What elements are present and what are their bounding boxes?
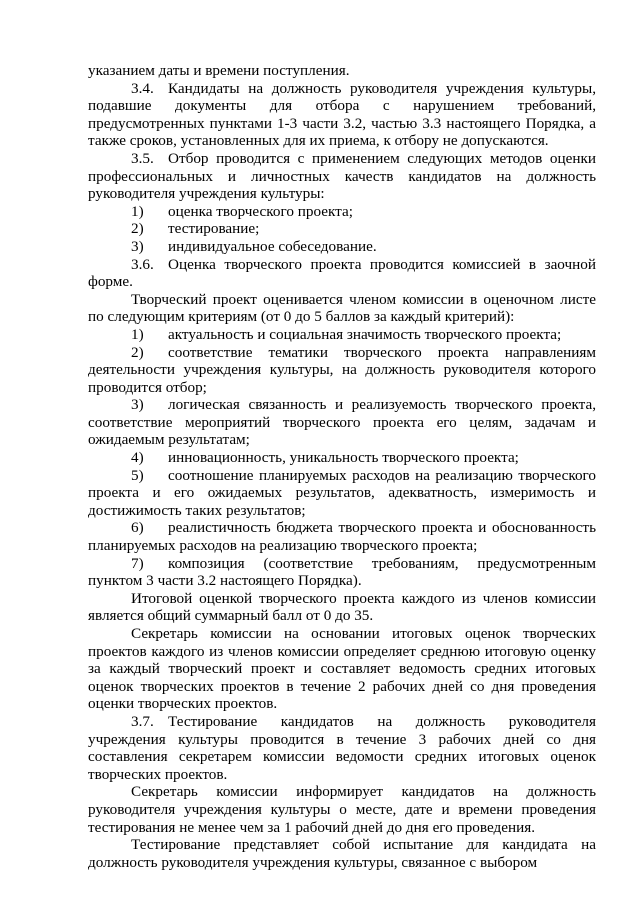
section-number: 3.7.	[131, 712, 154, 730]
list-item-number: 3)	[131, 237, 144, 255]
section-paragraph	[88, 150, 596, 203]
list-item-text: реалистичность бюджета творческого проекта и обоснованность планируемых расходов на реализацию творческого проекта;	[88, 519, 596, 555]
list-item-number: 7)	[131, 554, 144, 572]
list-item	[88, 344, 596, 397]
list-item	[88, 203, 596, 221]
list-item-text: актуальность и социальная значимость творческого проекта;	[168, 325, 562, 343]
section-number: 3.6.	[131, 255, 154, 273]
list-item-text: соотношение планируемых расходов на реализацию творческого проекта и его ожидаемых результатов, адекватность, измеримость и достижимость таких результатов;	[88, 466, 596, 519]
list-item-number: 1)	[131, 202, 144, 220]
paragraph-text: Отбор проводится с применением следующих методов оценки профессиональных и личностных качеств кандидатов на должность руководителя учреждения культуры:	[88, 149, 596, 203]
section-number: 3.5.	[131, 149, 154, 167]
section-paragraph	[88, 713, 596, 783]
list-item	[88, 396, 596, 449]
list-item-text: логическая связанность и реализуемость творческого проекта, соответствие мероприятий творческого проекта его целям, задачам и ожидаемым результатам;	[88, 396, 596, 449]
list-item-number: 5)	[131, 466, 144, 484]
list-item	[88, 519, 596, 554]
paragraph-text: Кандидаты на должность руководителя учреждения культуры, подавшие документы для отбора с нарушением требований, предусмотренных пунктами 1-3 части 3.2, частью 3.3 настоящего Порядка, а также сроков, установленных для их приема, к отбору не допускаются.	[88, 79, 596, 150]
list-item-number: 2)	[131, 220, 144, 238]
list-item	[88, 467, 596, 520]
list-item-text: индивидуальное собеседование.	[168, 237, 377, 255]
section-number: 3.4.	[131, 79, 154, 97]
list-item	[88, 555, 596, 590]
list-item	[88, 326, 596, 344]
paragraph-text: Тестирование кандидатов на должность руководителя учреждения культуры проводится в течение 3 рабочих дней со дня составления секретарем комиссии ведомости средних итоговых оценок творческих проектов.	[88, 712, 596, 783]
section-paragraph	[88, 256, 596, 291]
list-item-number: 1)	[131, 325, 144, 343]
document-page	[88, 62, 596, 871]
list-item	[88, 449, 596, 467]
list-item-text: тестирование;	[168, 220, 260, 238]
list-item	[88, 220, 596, 238]
section-paragraph	[88, 80, 596, 150]
list-item-text: инновационность, уникальность творческого проекта;	[168, 449, 519, 467]
list-item-text: оценка творческого проекта;	[168, 202, 353, 220]
list-item	[88, 238, 596, 256]
paragraph: указанием даты и времени поступления.	[88, 62, 350, 79]
paragraph: Итоговой оценкой творческого проекта каждого из членов комиссии является общий суммарный балл от 0 до 35.	[88, 589, 596, 625]
paragraph-text: Оценка творческого проекта проводится комиссией в заочной форме.	[88, 255, 596, 291]
list-item-text: композиция (соответствие требованиям, предусмотренным пунктом 3 части 3.2 настоящего Порядка).	[88, 554, 596, 590]
list-item-number: 4)	[131, 449, 144, 467]
paragraph: Тестирование представляет собой испытание для кандидата на должность руководителя учреждения культуры, связанное с выбором	[88, 836, 596, 871]
paragraph: Творческий проект оценивается членом комиссии в оценочном листе по следующим критериям (от 0 до 5 баллов за каждый критерий):	[88, 290, 596, 326]
list-item-number: 2)	[131, 343, 144, 361]
list-item-number: 6)	[131, 519, 144, 537]
paragraph: Секретарь комиссии информирует кандидатов на должность руководителя учреждения культуры о месте, дате и времени проведения тестирования не менее чем за 1 рабочий дней до дня его проведения.	[88, 783, 596, 836]
list-item-text: соответствие тематики творческого проекта направлениям деятельности учреждения культуры, на должность руководителя которого проводится отбор;	[88, 343, 596, 396]
paragraph: Секретарь комиссии на основании итоговых оценок творческих проектов каждого из членов комиссии определяет среднюю итоговую оценку за каждый творческий проект и составляет ведомость средних итоговых оценок творческих проектов в течение 2 рабочих дней со дня проведения оценки творческих проектов.	[88, 625, 596, 713]
list-item-number: 3)	[131, 396, 144, 414]
